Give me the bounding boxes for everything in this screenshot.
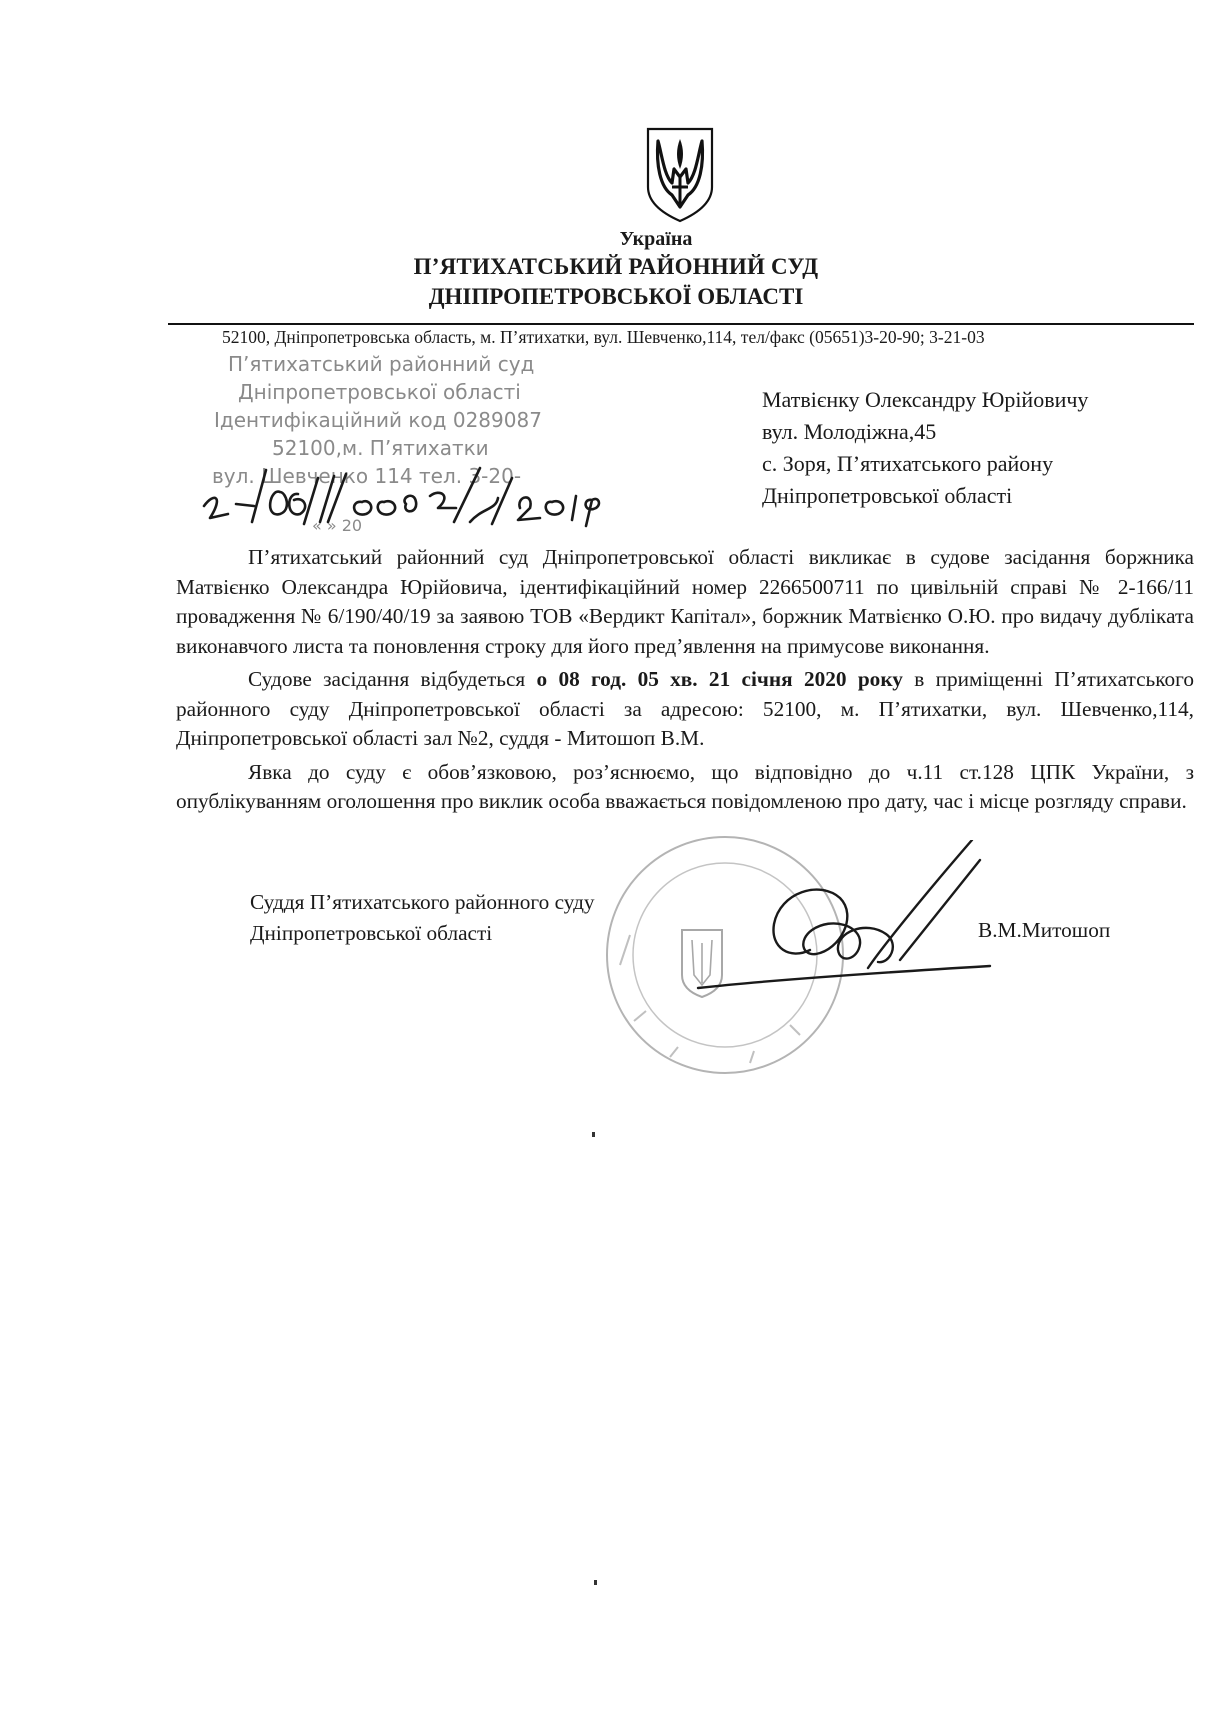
hearing-text-after: в приміщенні П’ятихатського районного суду Дніпропетровської області за адресою: 52100, м. П’ятихатки, вул. Шевченко,114, Дніпропетровської області зал №2, суддя - Митошоп В.М. <box>176 667 1194 750</box>
header-divider <box>168 323 1194 325</box>
stamp-date-line: « » 20 <box>312 516 363 535</box>
recipient-street: вул. Молодіжна,45 <box>762 419 937 444</box>
handwritten-registration-number <box>200 448 640 528</box>
stamp-line: вул. Шевченко 114 тел. 3-20- <box>212 464 522 488</box>
paragraph-hearing-time <box>176 665 1194 754</box>
court-address-line: 52100, Дніпропетровська область, м. П’ятихатки, вул. Шевченко,114, тел/факс (05651)3-20-90; 3-21-03 <box>222 327 985 347</box>
scan-speck <box>594 1580 597 1585</box>
country-name: Україна <box>619 228 693 250</box>
recipient-village: с. Зоря, П’ятихатського району <box>762 451 1054 476</box>
hearing-text-before: Судове засідання відбудеться <box>248 667 537 691</box>
paragraph-attendance <box>176 758 1194 817</box>
stamp-line: П’ятихатський районний суд <box>228 352 535 376</box>
paragraph-summons-text: П’ятихатський районний суд Дніпропетровської області викликає в судове засідання боржника Матвієнко Олександра Юрійовича, ідентифікаційний номер 2266500711 по цивільній справі № 2-166/11 провадження № 6/190/40/19 за заявою ТОВ «Вердикт Капітал», боржник Матвієнко О.Ю. про видачу дубліката виконавчого листа та поновлення строку для його пред’явлення на примусове виконання. <box>176 545 1194 658</box>
stamp-line: Дніпропетровської області <box>238 380 521 404</box>
judge-title <box>250 887 595 949</box>
judge-name: В.М.Митошоп <box>978 918 1111 942</box>
handwritten-signature <box>690 840 1020 990</box>
court-region: ДНІПРОПЕТРОВСЬКОЇ ОБЛАСТІ <box>428 284 804 309</box>
stamp-line: 52100,м. П’ятихатки <box>272 436 489 460</box>
trident-emblem-icon <box>642 125 718 223</box>
letter-body <box>176 543 1194 817</box>
recipient-name: Матвієнку Олександру Юрійовичу <box>762 387 1089 412</box>
stamp-line: Ідентифікаційний код 0289087 <box>214 408 542 432</box>
recipient-oblast: Дніпропетровської області <box>762 483 1013 508</box>
judge-title-line1: Суддя П’ятихатського районного суду <box>250 890 595 914</box>
hearing-datetime: о 08 год. 05 хв. 21 січня 2020 року <box>536 667 903 691</box>
paragraph-summons <box>176 543 1194 661</box>
court-name: П’ЯТИХАТСЬКИЙ РАЙОННИЙ СУД <box>413 254 819 279</box>
scan-speck <box>592 1132 595 1137</box>
judge-title-line2: Дніпропетровської області <box>250 921 493 945</box>
paragraph-attendance-text: Явка до суду є обов’язковою, роз’яснюємо, що відповідно до ч.11 ст.128 ЦПК України, з опублікуванням оголошення про виклик особа вважається повідомленою про дату, час і місце розгляду справи. <box>176 759 1194 813</box>
recipient-block <box>762 384 1088 512</box>
